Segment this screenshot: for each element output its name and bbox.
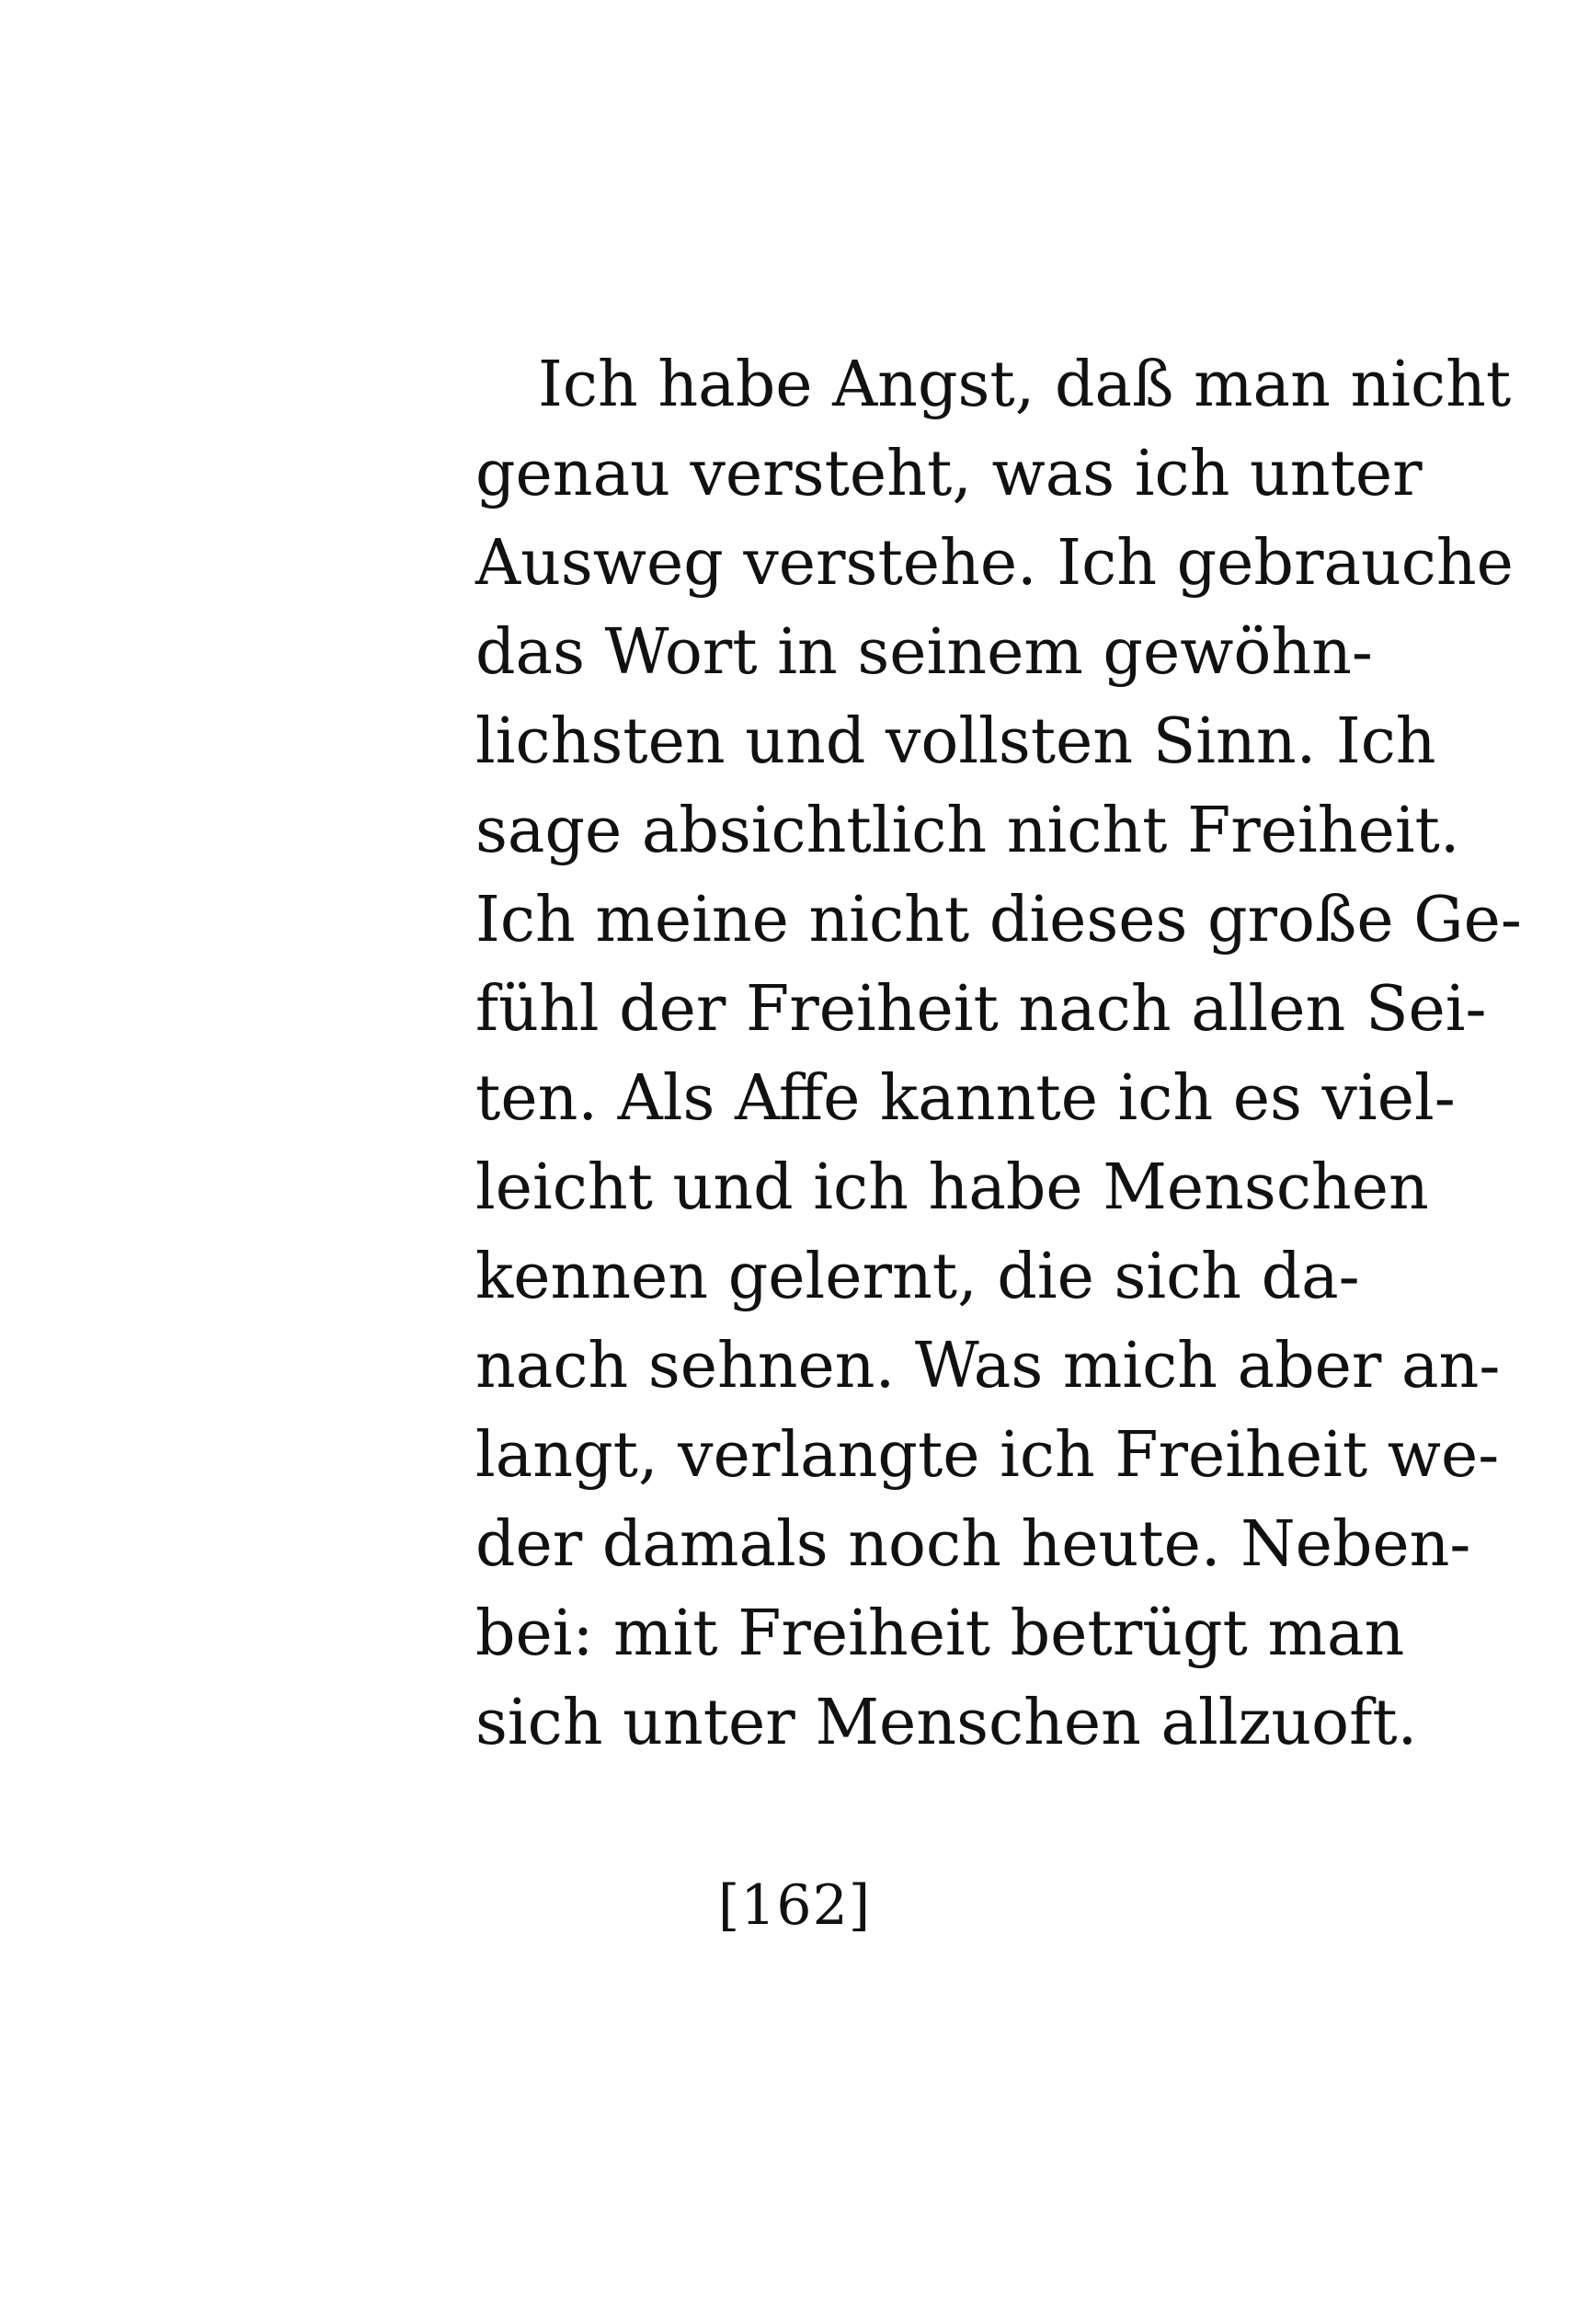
text-line: der damals noch heute. Neben- bbox=[475, 1508, 1471, 1581]
text-line: fühl der Freiheit nach allen Sei- bbox=[475, 973, 1487, 1046]
text-line: langt, verlangte ich Freiheit we- bbox=[475, 1419, 1500, 1492]
text-line: genau versteht, was ich unter bbox=[475, 438, 1423, 510]
text-line: sage absichtlich nicht Freiheit. bbox=[475, 795, 1460, 867]
body-text bbox=[475, 340, 1522, 1768]
text-line: sich unter Menschen allzuoft. bbox=[475, 1687, 1418, 1759]
text-line: das Wort in seinem gewöhn- bbox=[475, 616, 1373, 689]
text-line: Ausweg verstehe. Ich gebrauche bbox=[475, 527, 1514, 600]
text-line: leicht und ich habe Menschen bbox=[475, 1151, 1429, 1224]
text-line: Ich meine nicht dieses große Ge- bbox=[475, 884, 1522, 956]
page-number: [162] bbox=[717, 1873, 872, 1938]
text-line: lichsten und vollsten Sinn. Ich bbox=[475, 705, 1436, 778]
text-line: ten. Als Affe kannte ich es viel- bbox=[475, 1062, 1456, 1135]
text-line: bei: mit Freiheit betrügt man bbox=[475, 1597, 1405, 1670]
text-line: Ich habe Angst, daß man nicht bbox=[538, 349, 1512, 421]
text-line: nach sehnen. Was mich aber an- bbox=[475, 1330, 1501, 1402]
text-line: kennen gelernt, die sich da- bbox=[475, 1241, 1360, 1313]
